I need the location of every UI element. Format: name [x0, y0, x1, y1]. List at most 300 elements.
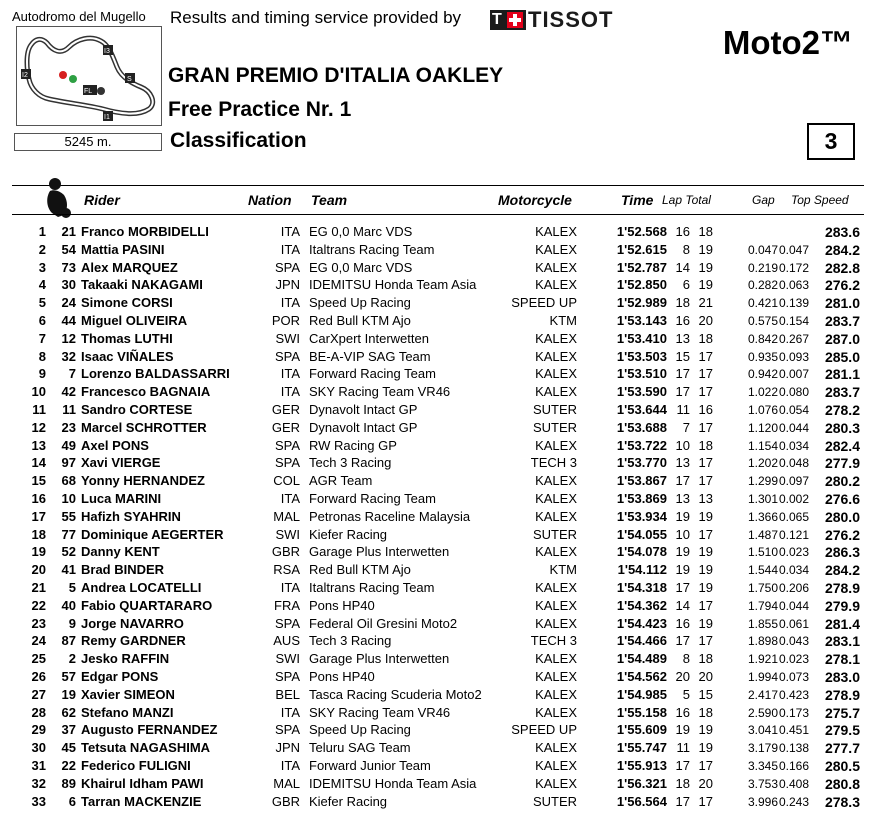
nation: MAL	[273, 508, 300, 524]
interval: 0.023	[779, 652, 810, 667]
start-marker-icon	[97, 87, 105, 95]
best-lap: 18	[675, 775, 690, 791]
team: Dynavolt Intact GP	[309, 419, 418, 435]
total-laps: 17	[698, 384, 713, 400]
best-lap: 14	[675, 259, 690, 275]
motorcycle: KALEX	[535, 668, 577, 684]
interval: 0.423	[779, 687, 810, 702]
table-row	[0, 454, 887, 472]
best-lap: 6	[682, 277, 690, 293]
interval: 0.048	[779, 456, 810, 471]
tissot-cross-icon: T	[490, 10, 526, 30]
interval: 0.063	[779, 278, 810, 293]
table-row	[0, 721, 887, 739]
best-time: 1'53.688	[616, 419, 667, 435]
top-speed: 277.7	[824, 740, 860, 757]
motorcycle: KALEX	[535, 437, 577, 453]
interval: 0.139	[779, 296, 810, 311]
team: Pons HP40	[309, 668, 375, 684]
svg-text:I2: I2	[22, 72, 28, 79]
circuit-length: 5245 m.	[14, 133, 162, 151]
total-laps: 17	[698, 757, 713, 773]
rider-number: 54	[61, 241, 76, 257]
best-time: 1'53.143	[616, 312, 667, 328]
interval: 0.408	[779, 776, 810, 791]
best-lap: 5	[682, 686, 690, 702]
rider-number: 5	[68, 579, 76, 595]
position: 9	[38, 366, 46, 382]
motorcycle: KALEX	[535, 384, 577, 400]
interval: 0.044	[779, 598, 810, 613]
team: Tech 3 Racing	[309, 633, 392, 649]
total-laps: 17	[698, 348, 713, 364]
gap: 1.120	[747, 420, 778, 435]
motorcycle: KALEX	[535, 508, 577, 524]
gap: 3.753	[747, 776, 778, 791]
interval: 0.061	[779, 616, 810, 631]
team: Italtrans Racing Team	[309, 579, 435, 595]
top-speed: 276.2	[824, 526, 860, 543]
interval: 0.121	[779, 527, 810, 542]
svg-text:S: S	[127, 76, 132, 83]
rider-name: Hafizh SYAHRIN	[81, 508, 181, 524]
rider-name: Mattia PASINI	[81, 241, 165, 257]
best-time: 1'54.362	[616, 597, 667, 613]
best-time: 1'55.609	[616, 722, 667, 738]
total-laps: 17	[698, 419, 713, 435]
col-time: Time	[621, 192, 654, 208]
rider-number: 57	[61, 668, 76, 684]
top-speed: 281.0	[824, 295, 860, 312]
best-time: 1'54.489	[616, 651, 667, 667]
nation: SWI	[275, 651, 300, 667]
total-laps: 19	[698, 562, 713, 578]
rider-name: Xavi VIERGE	[81, 455, 161, 471]
rider-number: 22	[61, 757, 76, 773]
team: Petronas Raceline Malaysia	[309, 508, 471, 524]
rider-number: 23	[61, 419, 76, 435]
rider-name: Andrea LOCATELLI	[81, 579, 202, 595]
interval: 0.172	[779, 260, 810, 275]
nation: ITA	[280, 704, 300, 720]
col-gap: Gap	[752, 193, 775, 207]
interval: 0.206	[779, 580, 810, 595]
gap: 3.179	[747, 741, 778, 756]
gap: 3.041	[747, 723, 778, 738]
rider-number: 37	[61, 722, 76, 738]
position: 20	[31, 562, 46, 578]
total-laps: 17	[698, 526, 713, 542]
interval: 0.034	[779, 563, 810, 578]
rider-name: Alex MARQUEZ	[81, 259, 178, 275]
table-row	[0, 668, 887, 686]
rider-number: 21	[61, 224, 76, 239]
interval: 0.044	[779, 420, 810, 435]
nation: SWI	[275, 330, 300, 346]
gap: 1.202	[747, 456, 778, 471]
table-row	[0, 704, 887, 722]
rider-name: Miguel OLIVEIRA	[81, 312, 188, 328]
best-lap: 17	[675, 633, 690, 649]
best-time: 1'54.562	[616, 668, 667, 684]
top-speed: 280.0	[824, 508, 860, 525]
rider-name: Dominique AEGERTER	[81, 526, 224, 542]
team: Federal Oil Gresini Moto2	[309, 615, 458, 631]
motorcycle: KALEX	[535, 473, 577, 489]
gap: 0.047	[747, 242, 778, 257]
motorcycle: KALEX	[535, 259, 577, 275]
gap: 2.590	[747, 705, 778, 720]
rider-number: 97	[61, 455, 76, 471]
best-lap: 8	[682, 651, 690, 667]
motorcycle-rider-icon	[44, 177, 74, 219]
top-speed: 284.2	[824, 562, 860, 579]
team: Tech 3 Racing	[309, 455, 392, 471]
top-speed: 280.3	[824, 419, 860, 436]
position: 17	[31, 508, 46, 524]
nation: POR	[271, 312, 300, 328]
nation: ITA	[280, 490, 300, 506]
motorcycle: SUTER	[532, 419, 577, 435]
gap: 1.076	[747, 402, 778, 417]
interval: 0.023	[779, 545, 810, 560]
position: 14	[31, 455, 46, 471]
total-laps: 13	[698, 490, 713, 506]
table-row	[0, 365, 887, 383]
position: 13	[31, 437, 46, 453]
rider-number: 11	[62, 401, 76, 417]
nation: GBR	[271, 544, 300, 560]
rider-number: 40	[61, 597, 76, 613]
total-laps: 20	[698, 312, 713, 328]
best-time: 1'56.564	[616, 793, 667, 809]
total-laps: 18	[698, 224, 713, 239]
rider-name: Tetsuta NAGASHIMA	[81, 740, 211, 756]
table-row	[0, 757, 887, 775]
motorcycle: KALEX	[535, 241, 577, 257]
table-row	[0, 401, 887, 419]
nation: SPA	[274, 348, 300, 364]
interval: 0.154	[779, 313, 810, 328]
gap: 1.855	[747, 616, 778, 631]
interval: 0.080	[779, 385, 810, 400]
rider-name: Jesko RAFFIN	[81, 651, 170, 667]
rider-number: 19	[61, 686, 76, 702]
best-lap: 13	[675, 330, 690, 346]
motorcycle: SPEED UP	[511, 722, 577, 738]
page-number: 3	[807, 123, 855, 160]
interval: 0.166	[779, 758, 810, 773]
best-time: 1'55.158	[616, 704, 667, 720]
nation: ITA	[280, 241, 300, 257]
rider-number: 2	[68, 651, 76, 667]
rider-number: 77	[61, 526, 76, 542]
session-title: Free Practice Nr. 1	[168, 98, 352, 121]
interval: 0.043	[779, 634, 810, 649]
top-speed: 280.5	[824, 757, 860, 774]
team: Forward Racing Team	[309, 490, 436, 506]
team: Italtrans Racing Team	[309, 241, 435, 257]
top-speed: 283.0	[824, 668, 860, 685]
total-laps: 16	[698, 401, 713, 417]
gap: 1.301	[747, 491, 778, 506]
top-speed: 279.9	[824, 597, 860, 614]
total-laps: 19	[698, 615, 713, 631]
interval: 0.047	[779, 242, 810, 257]
best-time: 1'52.787	[616, 259, 667, 275]
nation: FRA	[274, 597, 300, 613]
team: Tasca Racing Scuderia Moto2	[309, 686, 482, 702]
nation: COL	[273, 473, 300, 489]
top-speed: 279.5	[824, 722, 860, 739]
rider-name: Marcel SCHROTTER	[81, 419, 207, 435]
team: Garage Plus Interwetten	[309, 544, 450, 560]
nation: SPA	[274, 455, 300, 471]
total-laps: 18	[698, 437, 713, 453]
team: Kiefer Racing	[309, 793, 388, 809]
top-speed: 287.0	[824, 330, 860, 347]
best-time: 1'53.869	[616, 490, 667, 506]
gap: 1.921	[747, 652, 778, 667]
rider-number: 45	[61, 740, 76, 756]
nation: ITA	[280, 295, 300, 311]
motorcycle: KALEX	[535, 330, 577, 346]
table-row	[0, 615, 887, 633]
best-time: 1'56.321	[616, 775, 667, 791]
motorcycle: KALEX	[535, 544, 577, 560]
gap: 0.421	[747, 296, 778, 311]
gap: 2.417	[747, 687, 778, 702]
rider-number: 68	[61, 473, 76, 489]
top-speed: 283.1	[824, 633, 860, 650]
table-row	[0, 650, 887, 668]
col-team: Team	[311, 192, 348, 208]
svg-text:FL: FL	[84, 88, 93, 95]
nation: GBR	[271, 793, 300, 809]
total-laps: 17	[698, 455, 713, 471]
interval: 0.002	[779, 491, 810, 506]
rider-number: 10	[61, 490, 76, 506]
team: IDEMITSU Honda Team Asia	[309, 775, 477, 791]
best-lap: 16	[675, 615, 690, 631]
nation: AUS	[273, 633, 300, 649]
total-laps: 19	[698, 740, 713, 756]
table-row	[0, 561, 887, 579]
interval: 0.267	[779, 331, 810, 346]
nation: SPA	[274, 259, 300, 275]
rider-name: Remy GARDNER	[81, 633, 186, 649]
team: SKY Racing Team VR46	[309, 704, 451, 720]
table-row	[0, 775, 887, 793]
motorcycle: KALEX	[535, 348, 577, 364]
tissot-wordmark: TISSOT	[528, 7, 614, 32]
results-table	[0, 223, 887, 810]
rider-name: Edgar PONS	[81, 668, 159, 684]
motorcycle: KALEX	[535, 757, 577, 773]
motorcycle: KALEX	[535, 224, 577, 239]
motorcycle: KALEX	[535, 651, 577, 667]
rider-name: Federico FULIGNI	[81, 757, 191, 773]
green-marker-icon	[69, 75, 77, 83]
position: 15	[31, 473, 46, 489]
rider-number: 9	[68, 615, 76, 631]
motorcycle: TECH 3	[530, 455, 577, 471]
table-row	[0, 526, 887, 544]
rider-name: Isaac VIÑALES	[81, 348, 174, 364]
motorcycle: KALEX	[535, 277, 577, 293]
position: 6	[38, 312, 46, 328]
position: 16	[31, 490, 46, 506]
best-time: 1'53.590	[616, 384, 667, 400]
position: 4	[38, 277, 46, 293]
best-lap: 17	[675, 366, 690, 382]
position: 2	[38, 241, 46, 257]
best-time: 1'54.112	[617, 562, 667, 578]
nation: GER	[271, 401, 300, 417]
total-laps: 19	[698, 241, 713, 257]
total-laps: 19	[698, 544, 713, 560]
nation: ITA	[280, 366, 300, 382]
best-time: 1'52.568	[616, 224, 667, 239]
best-lap: 17	[675, 757, 690, 773]
best-time: 1'53.934	[616, 508, 667, 524]
gap: 1.750	[747, 580, 778, 595]
motorcycle: KALEX	[535, 490, 577, 506]
rider-name: Francesco BAGNAIA	[81, 384, 211, 400]
team: Speed Up Racing	[309, 295, 411, 311]
interval: 0.065	[779, 509, 810, 524]
top-speed: 281.4	[824, 615, 860, 632]
best-time: 1'53.722	[616, 437, 667, 453]
position: 21	[31, 579, 46, 595]
best-lap: 19	[675, 544, 690, 560]
best-time: 1'52.850	[616, 277, 667, 293]
position: 25	[31, 651, 46, 667]
gap: 1.898	[747, 634, 778, 649]
best-lap: 17	[675, 473, 690, 489]
rider-name: Yonny HERNANDEZ	[81, 473, 205, 489]
best-lap: 10	[675, 437, 690, 453]
rider-name: Axel PONS	[81, 437, 149, 453]
col-rider: Rider	[84, 192, 120, 208]
event-title: GRAN PREMIO D'ITALIA OAKLEY	[168, 64, 504, 87]
nation: SPA	[274, 437, 300, 453]
table-row	[0, 579, 887, 597]
top-speed: 281.1	[824, 366, 860, 383]
table-row	[0, 632, 887, 650]
best-lap: 11	[676, 401, 690, 417]
rider-number: 89	[61, 775, 76, 791]
interval: 0.097	[779, 474, 810, 489]
rider-name: Simone CORSI	[81, 295, 173, 311]
top-speed: 286.3	[824, 544, 860, 561]
position: 31	[31, 757, 46, 773]
total-laps: 20	[698, 775, 713, 791]
motorcycle: SPEED UP	[511, 295, 577, 311]
best-lap: 17	[675, 579, 690, 595]
best-time: 1'54.078	[616, 544, 667, 560]
position: 26	[31, 668, 46, 684]
rider-number: 44	[61, 312, 76, 328]
svg-text:I1: I1	[104, 114, 110, 121]
total-laps: 19	[698, 277, 713, 293]
gap: 1.487	[747, 527, 778, 542]
best-lap: 15	[675, 348, 690, 364]
rider-number: 12	[61, 330, 76, 346]
gap: 1.366	[747, 509, 778, 524]
nation: MAL	[273, 775, 300, 791]
total-laps: 19	[698, 508, 713, 524]
position: 28	[31, 704, 46, 720]
best-lap: 19	[675, 722, 690, 738]
team: Pons HP40	[309, 597, 375, 613]
gap: 1.794	[747, 598, 778, 613]
total-laps: 17	[698, 473, 713, 489]
best-lap: 16	[675, 312, 690, 328]
nation: ITA	[280, 224, 300, 239]
best-lap: 19	[675, 562, 690, 578]
gap: 1.022	[747, 385, 778, 400]
best-time: 1'52.989	[616, 295, 667, 311]
nation: JPN	[275, 740, 300, 756]
rider-number: 73	[61, 259, 76, 275]
nation: BEL	[275, 686, 300, 702]
position: 3	[38, 259, 46, 275]
total-laps: 19	[698, 579, 713, 595]
table-row	[0, 543, 887, 561]
interval: 0.054	[779, 402, 810, 417]
total-laps: 17	[698, 366, 713, 382]
nation: ITA	[280, 757, 300, 773]
nation: SPA	[274, 615, 300, 631]
col-lap-total: Lap Total	[662, 193, 711, 207]
gap: 0.942	[747, 367, 778, 382]
top-speed: 283.7	[824, 384, 860, 401]
table-row	[0, 312, 887, 330]
position: 10	[31, 384, 46, 400]
position: 32	[31, 775, 46, 791]
motorcycle: KALEX	[535, 740, 577, 756]
motorcycle: KALEX	[535, 615, 577, 631]
gap: 1.544	[747, 563, 778, 578]
rider-name: Khairul Idham PAWI	[81, 775, 204, 791]
total-laps: 20	[698, 668, 713, 684]
position: 1	[38, 224, 46, 239]
total-laps: 17	[698, 633, 713, 649]
total-laps: 18	[698, 330, 713, 346]
motorcycle: KALEX	[535, 366, 577, 382]
table-row	[0, 508, 887, 526]
best-lap: 16	[675, 224, 690, 239]
rider-name: Danny KENT	[81, 544, 160, 560]
best-lap: 8	[682, 241, 690, 257]
interval: 0.007	[779, 367, 810, 382]
motorcycle: KTM	[549, 312, 577, 328]
best-lap: 20	[675, 668, 690, 684]
top-speed: 284.2	[824, 241, 860, 258]
nation: SPA	[274, 668, 300, 684]
rider-number: 55	[61, 508, 76, 524]
team: Speed Up Racing	[309, 722, 411, 738]
team: Teluru SAG Team	[309, 740, 411, 756]
best-time: 1'54.466	[616, 633, 667, 649]
position: 29	[31, 722, 46, 738]
table-row	[0, 419, 887, 437]
table-row	[0, 793, 887, 811]
interval: 0.034	[779, 438, 810, 453]
team: IDEMITSU Honda Team Asia	[309, 277, 477, 293]
rider-number: 6	[68, 793, 76, 809]
